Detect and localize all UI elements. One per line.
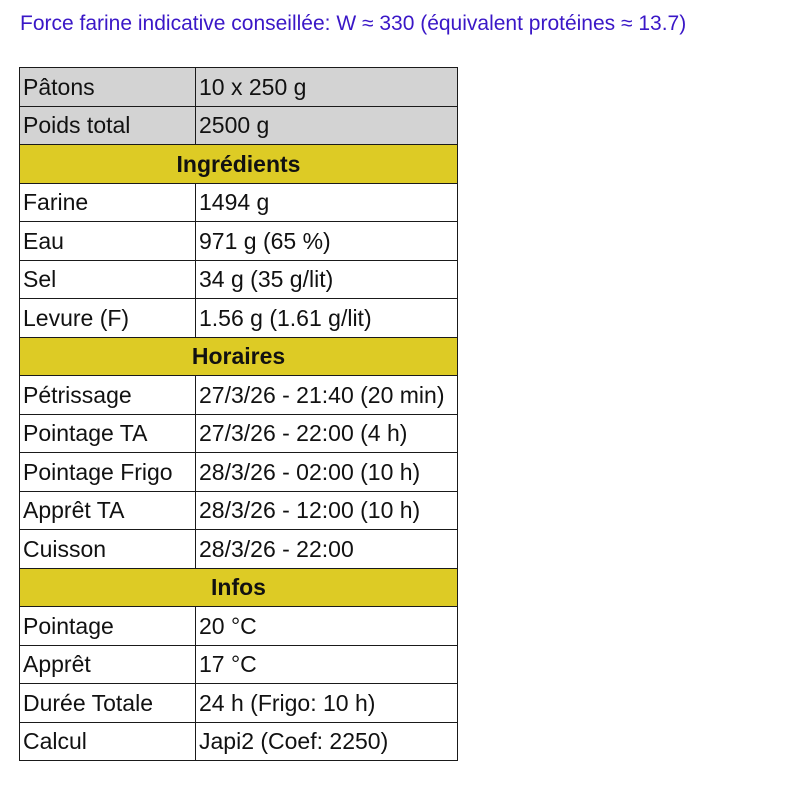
row-value: 34 g (35 g/lit) xyxy=(196,260,458,299)
row-label: Durée Totale xyxy=(20,684,196,723)
row-value: 10 x 250 g xyxy=(196,68,458,107)
section-title: Ingrédients xyxy=(20,145,458,184)
row-label: Cuisson xyxy=(20,530,196,569)
row-label: Poids total xyxy=(20,106,196,145)
section-header-infos xyxy=(20,568,458,607)
row-label: Sel xyxy=(20,260,196,299)
flour-strength-headline: Force farine indicative conseillée: W ≈ 330 (équivalent protéines ≈ 13.7) xyxy=(20,12,687,35)
row-label: Apprêt xyxy=(20,645,196,684)
table-row-patons xyxy=(20,68,458,107)
table-row xyxy=(20,645,458,684)
row-value: 27/3/26 - 22:00 (4 h) xyxy=(196,414,458,453)
row-label: Levure (F) xyxy=(20,299,196,338)
table-row xyxy=(20,260,458,299)
row-label: Farine xyxy=(20,183,196,222)
row-value: Japi2 (Coef: 2250) xyxy=(196,722,458,761)
table-row xyxy=(20,414,458,453)
table-row xyxy=(20,376,458,415)
row-value: 971 g (65 %) xyxy=(196,222,458,261)
table-row xyxy=(20,684,458,723)
row-label: Calcul xyxy=(20,722,196,761)
row-value: 28/3/26 - 12:00 (10 h) xyxy=(196,491,458,530)
section-header-ingredients xyxy=(20,145,458,184)
row-value: 1.56 g (1.61 g/lit) xyxy=(196,299,458,338)
row-value: 17 °C xyxy=(196,645,458,684)
row-value: 28/3/26 - 22:00 xyxy=(196,530,458,569)
row-label: Pointage xyxy=(20,607,196,646)
recipe-table xyxy=(19,67,458,761)
row-label: Eau xyxy=(20,222,196,261)
row-label: Pâtons xyxy=(20,68,196,107)
row-label: Pointage Frigo xyxy=(20,453,196,492)
row-value: 2500 g xyxy=(196,106,458,145)
table-row xyxy=(20,607,458,646)
row-value: 1494 g xyxy=(196,183,458,222)
table-row xyxy=(20,722,458,761)
row-value: 20 °C xyxy=(196,607,458,646)
table-row xyxy=(20,299,458,338)
table-row xyxy=(20,491,458,530)
table-row xyxy=(20,183,458,222)
row-label: Pétrissage xyxy=(20,376,196,415)
section-header-horaires xyxy=(20,337,458,376)
table-row xyxy=(20,222,458,261)
section-title: Horaires xyxy=(20,337,458,376)
section-title: Infos xyxy=(20,568,458,607)
row-value: 28/3/26 - 02:00 (10 h) xyxy=(196,453,458,492)
row-label: Pointage TA xyxy=(20,414,196,453)
row-label: Apprêt TA xyxy=(20,491,196,530)
table-row xyxy=(20,530,458,569)
table-row-poids-total xyxy=(20,106,458,145)
row-value: 27/3/26 - 21:40 (20 min) xyxy=(196,376,458,415)
row-value: 24 h (Frigo: 10 h) xyxy=(196,684,458,723)
table-row xyxy=(20,453,458,492)
